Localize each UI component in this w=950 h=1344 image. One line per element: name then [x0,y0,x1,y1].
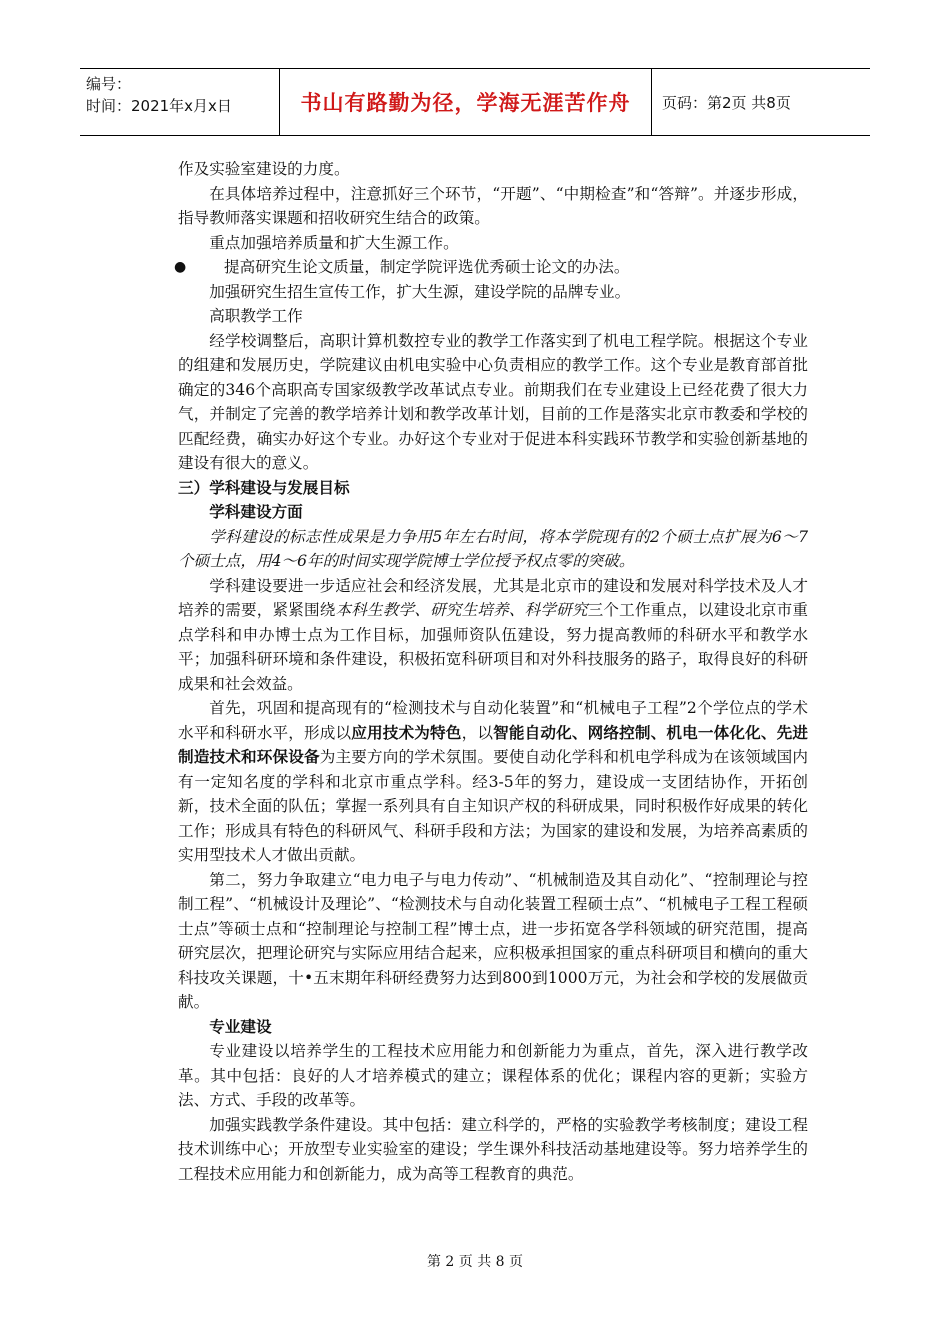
paragraph: 加强研究生招生宣传工作，扩大生源，建设学院的品牌专业。 [209,282,631,301]
text-span: 三个工作重点，以建设北京市重点学科和申办博士点为工作目标，加强师资队伍建设，努力提高教师的科研水平和教学水平；加强科研环境和条件建设，积极拓宽科研项目和对外科技服务的路子，取得良好的科研成果和社会效益。 [178,601,808,693]
italic-span: 本科生教学、研究生培养、科学研究 [335,601,588,619]
text-span: 首先，巩固和提高现有的“检测技术与自动化装置”和“机械电子工程”2个学位点的学术水平和科研水平，形成以 [178,699,808,742]
paragraph [178,574,808,697]
paragraph: 重点加强培养质量和扩大生源工作。 [209,233,459,252]
subsection-heading: 学科建设方面 [209,503,303,521]
header-page-cell [652,69,870,135]
paragraph: 经学校调整后，高职计算机数控专业的教学工作落实到了机电工程学院。根据这个专业的组建和发展历史，学院建议由机电实验中心负责相应的教学工作。这个专业是教育部首批确定的346个高职高专国家级教学改革试点专业。前期我们在专业建设上已经花费了很大力气，并制定了完善的教学培养计划和教学改革计划，目前的工作是落实北京市教委和学校的匹配经费，确实办好这个专业。办好这个专业对于促进本科实践环节教学和实验创新基地的建设有很大的意义。 [178,331,808,472]
paragraph: 高职教学工作 [209,307,303,325]
bullet-item [174,255,808,280]
section-heading: 三）学科建设与发展目标 [178,478,350,497]
document-body [174,157,808,1186]
motto: 书山有路勤为径，学海无涯苦作舟 [300,91,631,115]
subsection-heading: 专业建设 [209,1017,272,1036]
paragraph: 第二，努力争取建立“电力电子与电力传动”、“机械制造及其自动化”、“控制理论与控制工程”、“机械设计及理论”、“检测技术与自动化装置工程硕士点”、“机械电子工程工程硕士点”等硕士点和“控制理论与控制工程”博士点，进一步拓宽各学科领域的研究范围，提高研究层次，把理论研究与实际应用结合起来，应积极承担国家的重点科研项目和横向的重大科技攻关课题，十•五末期年科研经费努力达到800到1000万元，为社会和学校的发展做贡献。 [178,870,808,1011]
header-info [80,69,280,135]
paragraph: 在具体培养过程中，注意抓好三个环节，“开题”、“中期检查”和“答辩”。并逐步形成，指导教师落实课题和招收研究生结合的政策。 [178,184,808,227]
time-label: 时间：2021年x月x日 [86,97,232,115]
paragraph: 学科建设的标志性成果是力争用5年左右时间，将本学院现有的2个硕士点扩展为6～7个硕士点，用4～6年的时间实现学院博士学位授予权点零的突破。 [178,527,808,570]
page-footer: 第 2 页 共 8 页 [426,1254,524,1270]
bold-span: 应用技术为特色 [351,723,462,742]
header-motto-cell [280,69,652,135]
text-span: ，以 [461,723,494,742]
paragraph: 作及实验室建设的力度。 [178,160,350,178]
paragraph: 专业建设以培养学生的工程技术应用能力和创新能力为重点，首先，深入进行教学改革。其中包括：良好的人才培养模式的建立；课程体系的优化；课程内容的更新；实验方法、方式、手段的改革等。 [178,1042,808,1109]
paragraph [178,696,808,868]
number-label: 编号： [86,75,132,93]
page-header [80,68,870,136]
text-span: 学科建设要进一步适应社会和经济发展，尤其是北京市的建设和发展对科学技术及人才培养的需要，紧紧围绕 [178,576,808,619]
bullet-text: 提高研究生论文质量，制定学院评选优秀硕士论文的办法。 [224,258,630,276]
paragraph: 加强实践教学条件建设。其中包括：建立科学的，严格的实验教学考核制度；建设工程技术训练中心；开放型专业实验室的建设；学生课外科技活动基地建设等。努力培养学生的工程技术应用能力和创新能力，成为高等工程教育的典范。 [178,1115,808,1183]
bold-span: 智能自动化、网络控制、机电一体化化、先进制造技术和环保设备 [178,723,808,766]
text-span: 为主要方向的学术氛围。要使自动化学科和机电学科成为在该领域国内有一定知名度的学科和北京市重点学科。经3-5年的努力，建设成一支团结协作，开拓创新，技术全面的队伍；掌握一系列具有自主知识产权的科研成果，同时积极作好成果的转化工作；形成具有特色的科研风气、科研手段和方法；为国家的建设和发展，为培养高素质的实用型技术人才做出贡献。 [178,748,808,864]
bullet-icon: ● [174,259,187,275]
page-label: 页码：第2页 共8页 [662,93,791,112]
